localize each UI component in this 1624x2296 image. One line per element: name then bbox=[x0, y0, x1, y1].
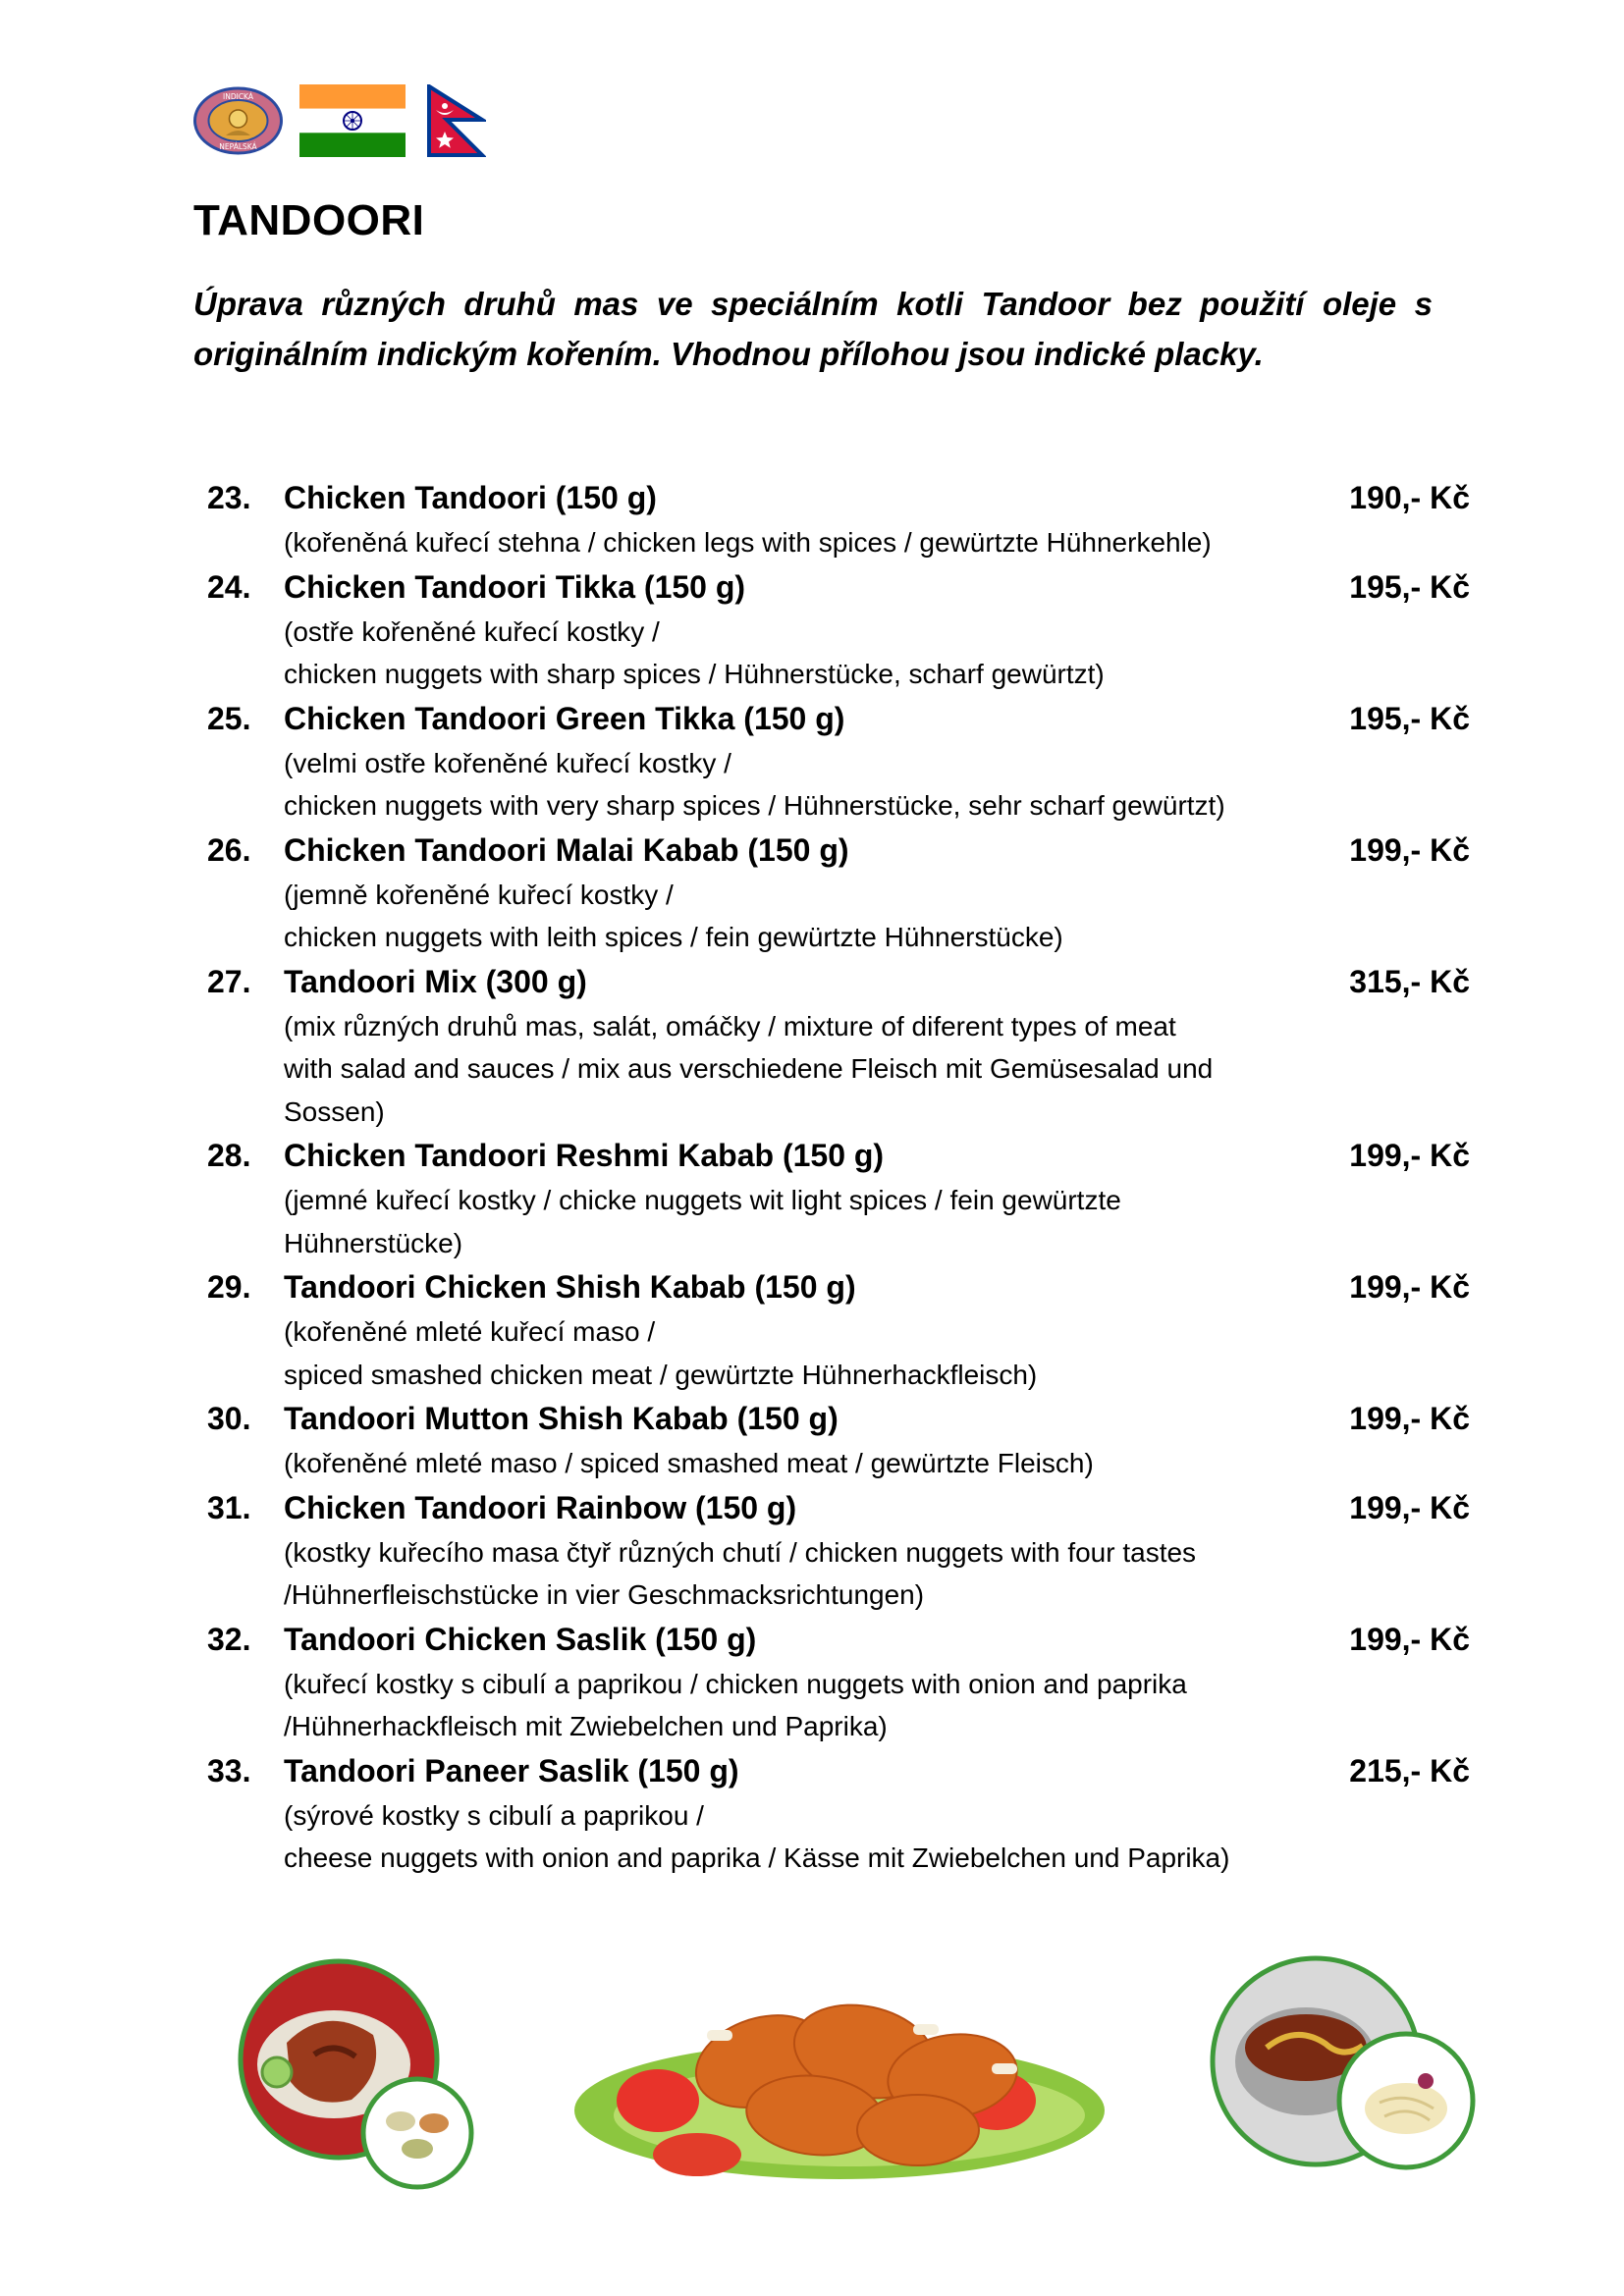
india-flag-icon bbox=[299, 84, 406, 157]
menu-item-number: 30. bbox=[207, 1401, 251, 1436]
menu-item-number: 28. bbox=[207, 1138, 251, 1173]
menu-item-number: 24. bbox=[207, 568, 251, 605]
menu-item-description-line: (kořeněné mleté maso / spiced smashed meat / gewürtzte Fleisch) bbox=[284, 1448, 1094, 1478]
menu-item-description bbox=[284, 874, 1313, 959]
menu-item-price: 199,- Kč bbox=[1349, 1401, 1470, 1436]
menu-item bbox=[193, 1485, 1470, 1617]
logo-text-top: INDICKÁ bbox=[223, 92, 253, 101]
menu-item-description-line: (kořeněné mleté kuřecí maso / bbox=[284, 1316, 656, 1347]
menu-item-price: 199,- Kč bbox=[1349, 831, 1470, 868]
menu-item-number: 31. bbox=[207, 1489, 251, 1525]
menu-item-header bbox=[207, 564, 1470, 611]
menu-item-name: Chicken Tandoori Rainbow (150 g) bbox=[284, 1489, 797, 1525]
menu-item-name: Chicken Tandoori Green Tikka (150 g) bbox=[284, 700, 845, 736]
restaurant-logo bbox=[193, 86, 283, 155]
menu-item-number: 33. bbox=[207, 1752, 251, 1789]
menu-item-header bbox=[207, 1617, 1470, 1663]
section-intro: Úprava různých druhů mas ve speciálním kotli Tandoor bez použití oleje s originálním indickým kořením. Vhodnou přílohou jsou indické placky. bbox=[193, 286, 1433, 372]
menu-item-number: 26. bbox=[207, 831, 251, 868]
food-photos bbox=[236, 1953, 1483, 2189]
menu-item-name: Chicken Tandoori Tikka (150 g) bbox=[284, 568, 746, 605]
menu-item-description-line: (kostky kuřecího masa čtyř různých chutí / chicken nuggets with four tastes bbox=[284, 1536, 1197, 1568]
menu-item-header bbox=[207, 828, 1470, 874]
menu-item-name: Tandoori Chicken Shish Kabab (150 g) bbox=[284, 1269, 856, 1305]
menu-item bbox=[193, 475, 1470, 564]
menu-item-description-line: (mix různých druhů mas, salát, omáčky / mixture of diferent types of meat bbox=[284, 1010, 1176, 1041]
menu-item-price: 315,- Kč bbox=[1349, 963, 1470, 999]
menu-item-description bbox=[284, 1179, 1313, 1264]
menu-item-description-line: (kuřecí kostky s cibulí a paprikou / chicken nuggets with onion and paprika bbox=[284, 1668, 1187, 1699]
menu-item-name: Chicken Tandoori Malai Kabab (150 g) bbox=[284, 831, 849, 868]
menu-item-description-line: (sýrové kostky s cibulí a paprikou / bbox=[284, 1799, 704, 1831]
menu-item-number: 25. bbox=[207, 700, 251, 736]
menu-item-price: 199,- Kč bbox=[1349, 1138, 1470, 1173]
menu-item-description bbox=[284, 1663, 1313, 1748]
menu-item-description-line: (ostře kořeněné kuřecí kostky / bbox=[284, 615, 660, 647]
menu-item-price: 195,- Kč bbox=[1349, 568, 1470, 605]
menu-item-description-line: Sossen) bbox=[284, 1095, 385, 1127]
menu-item-header bbox=[207, 1264, 1470, 1310]
menu-item bbox=[193, 828, 1470, 959]
menu-item-price: 199,- Kč bbox=[1349, 1621, 1470, 1657]
menu-item-price: 195,- Kč bbox=[1349, 700, 1470, 736]
menu-item-description bbox=[284, 1442, 1313, 1485]
menu-item-description bbox=[284, 611, 1313, 696]
chicken-legs-photo bbox=[565, 1953, 1114, 2189]
menu-item-description-line: (velmi ostře kořeněné kuřecí kostky / bbox=[284, 747, 731, 778]
menu-item-description bbox=[284, 1794, 1313, 1880]
menu-item-header bbox=[207, 1485, 1470, 1531]
menu-item-number: 27. bbox=[207, 963, 251, 999]
menu-item bbox=[193, 696, 1470, 828]
menu-item-description-line: Hühnerstücke) bbox=[284, 1227, 463, 1258]
menu-item bbox=[193, 1617, 1470, 1748]
section-title: TANDOORI bbox=[193, 196, 425, 244]
menu-item-description-line: (kořeněná kuřecí stehna / chicken legs with spices / gewürtzte Hühnerkehle) bbox=[284, 527, 1212, 558]
menu-item-price: 215,- Kč bbox=[1349, 1752, 1470, 1789]
menu-item-description-line: /Hühnerfleischstücke in vier Geschmacksrichtungen) bbox=[284, 1579, 925, 1610]
menu-item-name: Tandoori Mutton Shish Kabab (150 g) bbox=[284, 1401, 839, 1436]
menu-item-header bbox=[207, 1133, 1470, 1179]
menu-item-header bbox=[207, 1396, 1470, 1442]
menu-item-header bbox=[207, 475, 1470, 521]
menu-item-description bbox=[284, 1005, 1313, 1134]
menu-item-description-line: /Hühnerhackfleisch mit Zwiebelchen und Paprika) bbox=[284, 1711, 888, 1741]
curry-dish-photo bbox=[1198, 1953, 1483, 2189]
menu-item bbox=[193, 1264, 1470, 1396]
menu-item-price: 199,- Kč bbox=[1349, 1489, 1470, 1525]
menu-item bbox=[193, 959, 1470, 1134]
menu-item-description bbox=[284, 521, 1313, 564]
menu-item-description bbox=[284, 742, 1313, 828]
logo-text-bottom: NEPÁLSKÁ bbox=[219, 142, 257, 151]
menu-item-description-line: chicken nuggets with very sharp spices / Hühnerstücke, sehr scharf gewürtzt) bbox=[284, 790, 1225, 821]
menu-item-name: Tandoori Mix (300 g) bbox=[284, 963, 587, 999]
menu-item-description-line: cheese nuggets with onion and paprika / Kässe mit Zwiebelchen und Paprika) bbox=[284, 1842, 1230, 1873]
menu-item bbox=[193, 564, 1470, 696]
menu-list bbox=[193, 475, 1470, 1880]
tandoori-plate-photo bbox=[236, 1956, 481, 2192]
menu-item-description-line: chicken nuggets with leith spices / fein gewürtzte Hühnerstücke) bbox=[284, 922, 1063, 952]
menu-item-description bbox=[284, 1531, 1313, 1617]
menu-item-name: Chicken Tandoori Reshmi Kabab (150 g) bbox=[284, 1138, 885, 1173]
menu-item-number: 29. bbox=[207, 1269, 251, 1305]
menu-item-name: Chicken Tandoori (150 g) bbox=[284, 480, 657, 515]
menu-item-name: Tandoori Paneer Saslik (150 g) bbox=[284, 1752, 739, 1789]
menu-item-number: 32. bbox=[207, 1621, 251, 1657]
menu-item-number: 23. bbox=[207, 480, 251, 515]
menu-item-description-line: chicken nuggets with sharp spices / Hühnerstücke, scharf gewürtzt) bbox=[284, 659, 1105, 689]
menu-item-header bbox=[207, 696, 1470, 742]
menu-item-price: 199,- Kč bbox=[1349, 1269, 1470, 1305]
menu-item-description bbox=[284, 1310, 1313, 1396]
menu-item-description-line: (jemné kuřecí kostky / chicke nuggets wit light spices / fein gewürtzte bbox=[284, 1185, 1121, 1215]
menu-item-header bbox=[207, 959, 1470, 1005]
nepal-flag-icon bbox=[427, 84, 486, 157]
menu-item-description-line: spiced smashed chicken meat / gewürtzte Hühnerhackfleisch) bbox=[284, 1359, 1038, 1390]
menu-item bbox=[193, 1748, 1470, 1880]
menu-item-description-line: with salad and sauces / mix aus verschiedene Fleisch mit Gemüsesalad und bbox=[284, 1053, 1214, 1084]
menu-item-name: Tandoori Chicken Saslik (150 g) bbox=[284, 1621, 757, 1657]
menu-item bbox=[193, 1396, 1470, 1485]
menu-item bbox=[193, 1133, 1470, 1264]
menu-item-header bbox=[207, 1748, 1470, 1794]
menu-item-description-line: (jemně kořeněné kuřecí kostky / bbox=[284, 879, 674, 910]
menu-item-price: 190,- Kč bbox=[1349, 480, 1470, 515]
